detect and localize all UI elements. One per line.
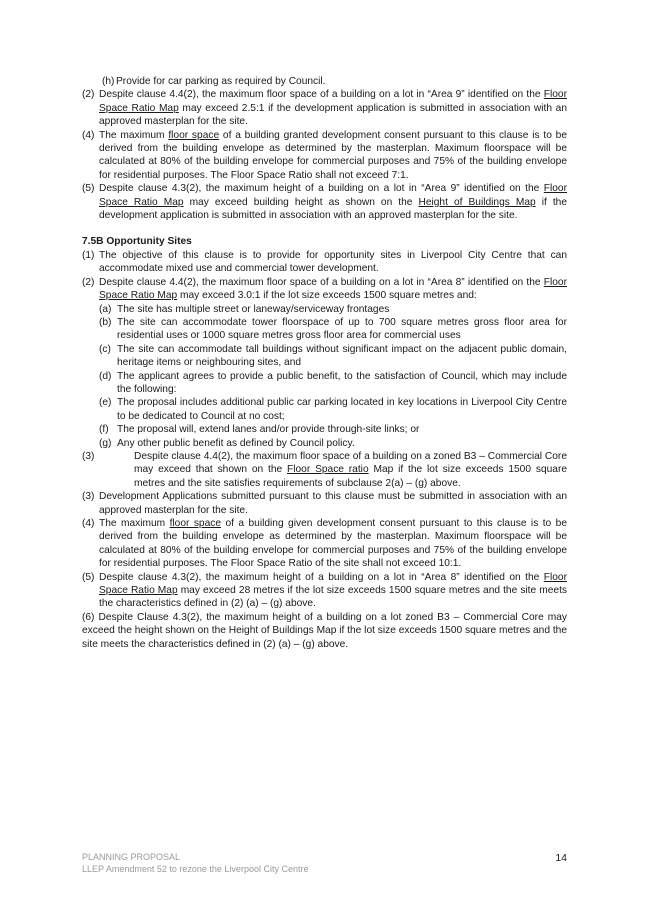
clause-7-5b-3-first bbox=[82, 450, 567, 490]
item-text: The objective of this clause is to provide for opportunity sites in Liverpool City Centre that can accommodate mixed use and commercial tower development. bbox=[99, 249, 567, 275]
clause-7-5b-2 bbox=[82, 276, 567, 303]
page-number: 14 bbox=[555, 852, 567, 864]
clause-7-5a-5 bbox=[82, 182, 567, 222]
item-text: Despite clause 4.3(2), the maximum height of a building on a lot in “Area 9” identified on the bbox=[99, 183, 544, 195]
subclause-e bbox=[82, 396, 567, 423]
item-text: The proposal will, extend lanes and/or provide through-site links; or bbox=[117, 424, 420, 436]
item-text: The site can accommodate tall buildings without significant impact on the adjacent public domain, heritage items or neighbouring sites, and bbox=[117, 343, 567, 369]
item-label: (5) bbox=[82, 571, 95, 583]
item-label: (4) bbox=[82, 518, 95, 529]
page-footer bbox=[82, 851, 567, 875]
item-label: (a) bbox=[99, 303, 112, 315]
item-text: may exceed 28 metres if the lot size exceeds 1500 square metres and the site meets the characteristics defined in (2) (a) – (g) above. bbox=[99, 585, 567, 610]
item-text: Development Applications submitted pursuant to this clause must be submitted in association with an approved masterplan for the site. bbox=[99, 491, 567, 516]
item-text: if the development application is submitted in association with an approved masterplan for the site. bbox=[99, 196, 567, 222]
item-label: (d) bbox=[99, 370, 112, 382]
floor-space-link[interactable]: floor space bbox=[169, 518, 222, 529]
floor-space-ratio-map-link[interactable]: Floor Space Ratio Map bbox=[99, 183, 567, 208]
item-text: Provide for car parking as required by Council. bbox=[116, 76, 326, 87]
item-label: (b) bbox=[99, 316, 112, 328]
subclause-d bbox=[82, 370, 567, 397]
floor-space-ratio-map-link[interactable]: Floor Space Ratio Map bbox=[99, 571, 567, 597]
item-text: The site has multiple street or laneway/serviceway frontages bbox=[117, 303, 390, 315]
item-text: may exceed building height as shown on the bbox=[183, 196, 419, 208]
item-label: (2) bbox=[82, 276, 95, 288]
floor-space-ratio-map-link[interactable]: Floor Space Ratio Map bbox=[99, 276, 567, 302]
item-label: (g) bbox=[99, 437, 112, 449]
floor-space-link[interactable]: floor space bbox=[168, 129, 220, 141]
item-text: The maximum bbox=[99, 129, 169, 141]
footer-title: PLANNING PROPOSAL bbox=[82, 852, 181, 862]
item-label: (5) bbox=[82, 183, 95, 195]
document-body bbox=[82, 75, 567, 651]
item-label: (4) bbox=[82, 129, 95, 141]
item-label: (2) bbox=[82, 89, 95, 101]
subclause-c bbox=[82, 343, 567, 370]
floor-space-ratio-link[interactable]: Floor Space ratio bbox=[287, 464, 369, 476]
item-text: of a building given development consent pursuant to this clause is to be derived from the building envelope as determined by the masterplan. Maximum floorspace will be calculated at 80% of the building envelope for commercial purposes and 75% of the building envelope for residential purposes. The Floor Space Ratio of the site shall not exceed 10:1. bbox=[99, 518, 567, 570]
clause-7-5b-1 bbox=[82, 249, 567, 276]
clause-7-5b-4 bbox=[82, 517, 567, 571]
item-label: (3) bbox=[82, 491, 95, 503]
item-text: may exceed 3.0:1 if the lot size exceeds 1500 square metres and: bbox=[177, 290, 477, 302]
footer-subtitle: LLEP Amendment 52 to rezone the Liverpool City Centre bbox=[82, 864, 309, 874]
item-text: The site can accommodate tower floorspace of up to 700 square metres gross floor area for residential uses or 1000 square metres gross floor area for commercial uses bbox=[117, 316, 567, 342]
item-label: (1) bbox=[82, 249, 95, 261]
item-text: Despite clause 4.4(2), the maximum floor space of a building on a lot in “Area 8” identified on the bbox=[99, 276, 544, 288]
clause-7-5b-6: (6) Despite Clause 4.3(2), the maximum height of a building on a lot zoned B3 – Commercial Core may exceed the height shown on the Height of Buildings Map if the lot size exceeds 1500 square metres and the site meets the characteristics defined in (2) (a) – (g) above. bbox=[82, 611, 567, 650]
subclause-f bbox=[82, 423, 567, 436]
item-text: of a building granted development consent pursuant to this clause is to be derived from the building envelope as determined by the masterplan. Maximum floorspace will be calculated at 80% of the building envelope for commercial purposes and 75% of the building envelope for residential purposes. The Floor Space Ratio shall not exceed 7:1. bbox=[99, 129, 567, 181]
item-text: The applicant agrees to provide a public benefit, to the satisfaction of Council, which may include the following: bbox=[117, 370, 567, 395]
item-text: Despite clause 4.4(2), the maximum floor space of a building on a lot in “Area 9” identified on the bbox=[99, 89, 544, 101]
item-label: (h) bbox=[102, 76, 115, 87]
item-text: Despite clause 4.4(2), the maximum floor space of a building on a zoned B3 – Commercial Core may exceed that shown on the bbox=[134, 450, 567, 476]
item-text: The maximum bbox=[99, 518, 170, 529]
item-label: (3) bbox=[82, 450, 95, 462]
section-heading: 7.5B Opportunity Sites bbox=[82, 236, 192, 248]
subclause-b bbox=[82, 316, 567, 343]
floor-space-ratio-map-link[interactable]: Floor Space Ratio Map bbox=[99, 89, 567, 114]
height-of-buildings-map-link[interactable]: Height of Buildings Map bbox=[418, 196, 536, 208]
item-label: (f) bbox=[99, 424, 109, 436]
clause-7-5a-subclause-h bbox=[82, 75, 567, 88]
item-text: The proposal includes additional public car parking located in key locations in Liverpool City Centre to be dedicated to Council at no cost; bbox=[117, 397, 567, 422]
clause-7-5b-3-second bbox=[82, 490, 567, 517]
clause-7-5b-5 bbox=[82, 571, 567, 611]
item-text: Map if the lot size exceeds 1500 square metres and the site satisfies requirements of subclause 2(a) – (g) above. bbox=[134, 464, 567, 489]
item-text: Despite clause 4.3(2), the maximum height of a building on a lot in “Area 8” identified on the bbox=[99, 571, 544, 583]
item-text: Any other public benefit as defined by Council policy. bbox=[117, 437, 355, 449]
subclause-g bbox=[82, 437, 567, 450]
subclause-a bbox=[82, 303, 567, 316]
item-text: may exceed 2.5:1 if the development application is submitted in association with an approved masterplan for the site. bbox=[99, 102, 567, 128]
item-label: (e) bbox=[99, 397, 112, 409]
clause-7-5a-2 bbox=[82, 88, 567, 128]
item-label: (c) bbox=[99, 343, 111, 355]
clause-7-5a-4 bbox=[82, 129, 567, 183]
